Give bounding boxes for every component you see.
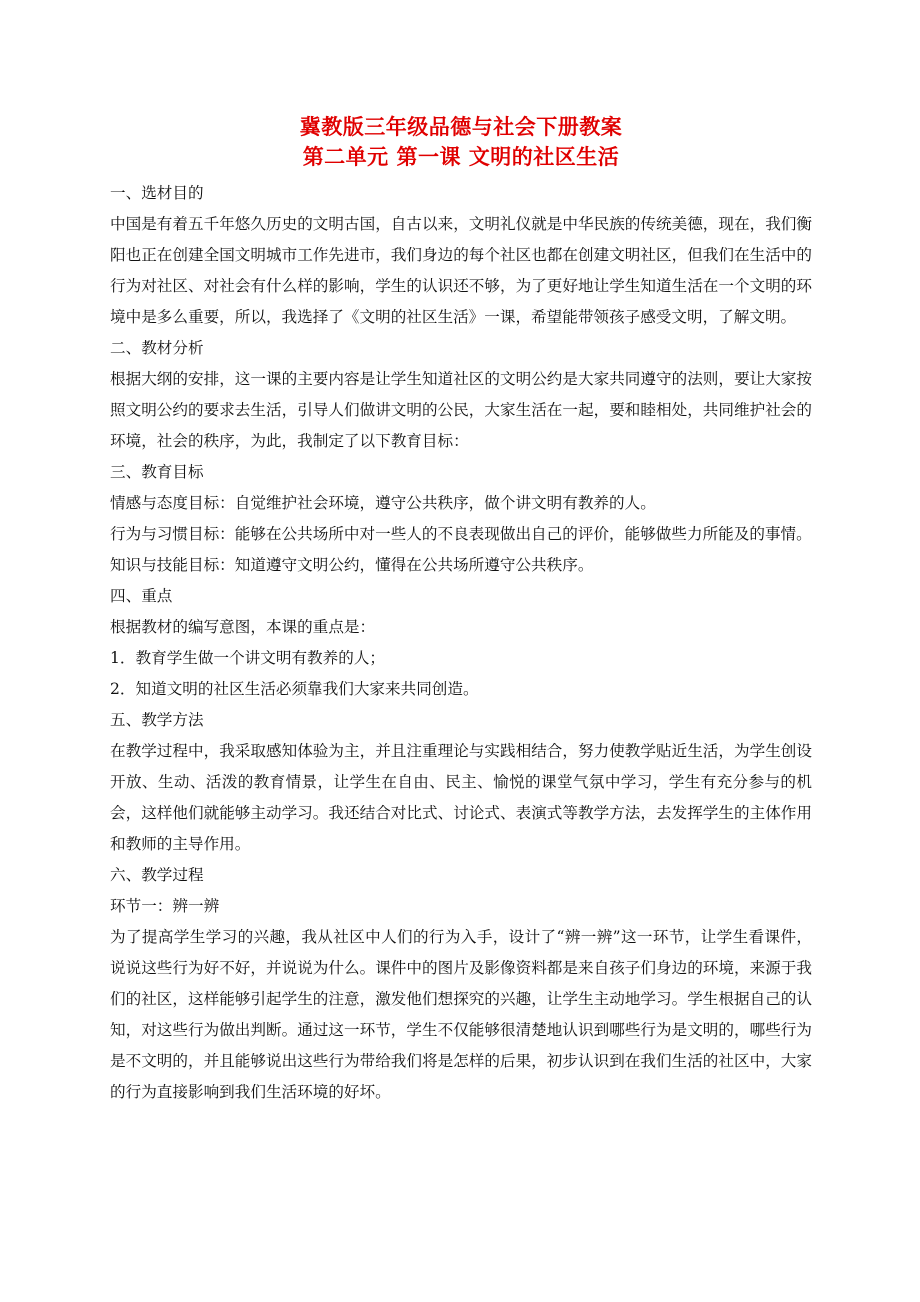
step-1-paragraph: 为了提高学生学习的兴趣，我从社区中人们的行为入手，设计了“辨一辨”这一环节，让学生看课件，说说这些行为好不好，并说说为什么。课件中的图片及影像资料都是来自孩子们身边的环境，来源于我们的社区，这样能够引起学生的注意，激发他们想探究的兴趣，让学生主动地学习。学生根据自己的认知，对这些行为做出判断。通过这一环节，学生不仅能够很清楚地认识到哪些行为是文明的，哪些行为是不文明的，并且能够说出这些行为带给我们将是怎样的后果，初步认识到在我们生活的社区中，大家的行为直接影响到我们生活环境的好坏。 (110, 928, 812, 1101)
section-heading-1: 一、选材目的 (110, 184, 204, 202)
goal-behavior: 行为与习惯目标：能够在公共场所中对一些人的不良表现做出自己的评价，能够做些力所能及的事情。 (110, 525, 812, 543)
step-1-heading: 环节一：辨一辨 (110, 897, 220, 915)
title-block (110, 112, 812, 172)
key-point-2: 2．知道文明的社区生活必须靠我们大家来共同创造。 (110, 680, 479, 698)
document-subtitle: 第二单元 第一课 文明的社区生活 (302, 144, 620, 169)
key-point-1: 1．教育学生做一个讲文明有教养的人； (110, 649, 386, 667)
key-point-intro: 根据教材的编写意图，本课的重点是： (110, 618, 376, 636)
goal-knowledge: 知识与技能目标：知道遵守文明公约，懂得在公共场所遵守公共秩序。 (110, 556, 594, 574)
section-5-paragraph: 在教学过程中，我采取感知体验为主，并且注重理论与实践相结合，努力使教学贴近生活，为学生创设开放、生动、活泼的教育情景，让学生在自由、民主、愉悦的课堂气氛中学习，学生有充分参与的机会，这样他们就能够主动学习。我还结合对比式、讨论式、表演式等教学方法，去发挥学生的主体作用和教师的主导作用。 (110, 742, 812, 853)
section-heading-4: 四、重点 (110, 587, 173, 605)
section-heading-3: 三、教育目标 (110, 463, 204, 481)
section-heading-6: 六、教学过程 (110, 866, 204, 884)
document-title: 冀教版三年级品德与社会下册教案 (299, 114, 623, 139)
section-1-paragraph: 中国是有着五千年悠久历史的文明古国，自古以来，文明礼仪就是中华民族的传统美德，现在，我们衡阳也正在创建全国文明城市工作先进市，我们身边的每个社区也都在创建文明社区，但我们在生活中的行为对社区、对社会有什么样的影响，学生的认识还不够，为了更好地让学生知道生活在一个文明的环境中是多么重要，所以，我选择了《文明的社区生活》一课，希望能带领孩子感受文明，了解文明。 (110, 215, 812, 326)
section-heading-5: 五、教学方法 (110, 711, 204, 729)
section-heading-2: 二、教材分析 (110, 339, 204, 357)
document-page (110, 112, 812, 1108)
goal-emotion: 情感与态度目标：自觉维护社会环境，遵守公共秩序，做个讲文明有教养的人。 (110, 494, 656, 512)
section-2-paragraph: 根据大纲的安排，这一课的主要内容是让学生知道社区的文明公约是大家共同遵守的法则，要让大家按照文明公约的要求去生活，引导人们做讲文明的公民，大家生活在一起，要和睦相处，共同维护社会的环境，社会的秩序，为此，我制定了以下教育目标： (110, 370, 812, 450)
